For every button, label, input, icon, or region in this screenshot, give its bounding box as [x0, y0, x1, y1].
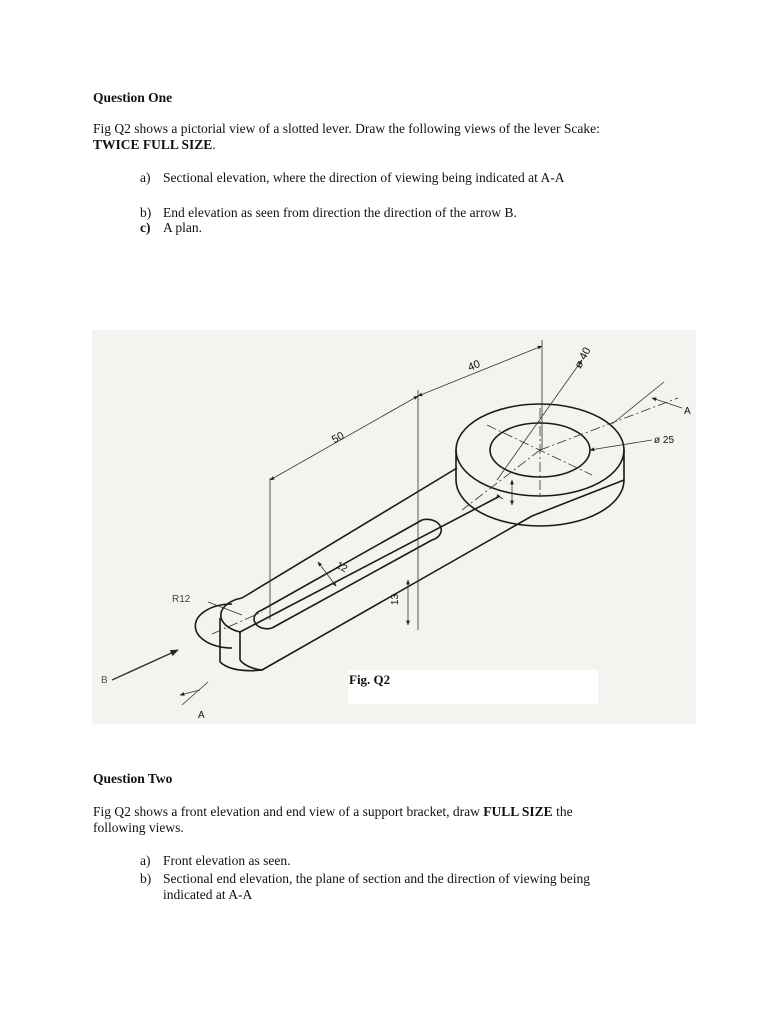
q1-item-b-label: b): [140, 205, 152, 220]
lever-drawing: [92, 330, 696, 724]
question-two-intro: [93, 803, 573, 820]
question-one-intro-line2: [93, 136, 216, 153]
question-two-title: Question Two: [93, 771, 173, 786]
q1-item-a-text: Sectional elevation, where the direction of viewing being indicated at A-A: [163, 170, 565, 185]
arrow-b-label: B: [101, 675, 108, 686]
dim-40-label: 40: [466, 358, 483, 374]
question-one-intro: Fig Q2 shows a pictorial view of a slotted lever. Draw the following views of the lever Scake:: [93, 121, 600, 136]
q2-item-b-text: Sectional end elevation, the plane of section and the direction of viewing being: [163, 871, 590, 886]
dim-r12-label: R12: [172, 594, 191, 605]
q2-item-b-label: b): [140, 871, 152, 886]
q1-item-c-text: A plan.: [163, 220, 202, 235]
dim-13-label: 13: [390, 593, 402, 606]
dim-50-label: 50: [329, 429, 347, 447]
question-one-title: Question One: [93, 90, 173, 105]
full-size-text: FULL SIZE: [483, 804, 553, 819]
section-a-bottom-label: A: [198, 710, 205, 721]
q1-item-b-text: End elevation as seen from direction the direction of the arrow B.: [163, 205, 517, 220]
q2-intro-pre: Fig Q2 shows a front elevation and end view of a support bracket, draw: [93, 804, 484, 819]
q2-item-a-label: a): [140, 853, 151, 868]
q2-intro-post: the: [552, 804, 573, 819]
dim-dia25-label: ø 25: [654, 435, 675, 446]
dim-7-label: 7: [494, 493, 507, 502]
lever-outline: [195, 404, 624, 671]
q2-item-b-text-line2: indicated at A-A: [163, 887, 253, 902]
twice-full-size-text: TWICE FULL SIZE: [93, 137, 213, 152]
q2-item-a-text: Front elevation as seen.: [163, 853, 291, 868]
q1-item-a-label: a): [140, 170, 151, 185]
dim-dia40-label: ø 40: [572, 345, 594, 371]
dimension-lines: [112, 340, 682, 705]
q1-item-c-label: c): [140, 220, 151, 235]
figure-caption-box: [348, 670, 598, 704]
slotted-lever-figure: [92, 330, 696, 724]
section-a-top-label: A: [684, 406, 691, 417]
question-two-intro-line2: following views.: [93, 820, 184, 835]
figure-caption: Fig. Q2: [349, 672, 391, 687]
dim-12-label: 12: [334, 560, 350, 575]
intro-period: .: [212, 137, 216, 152]
